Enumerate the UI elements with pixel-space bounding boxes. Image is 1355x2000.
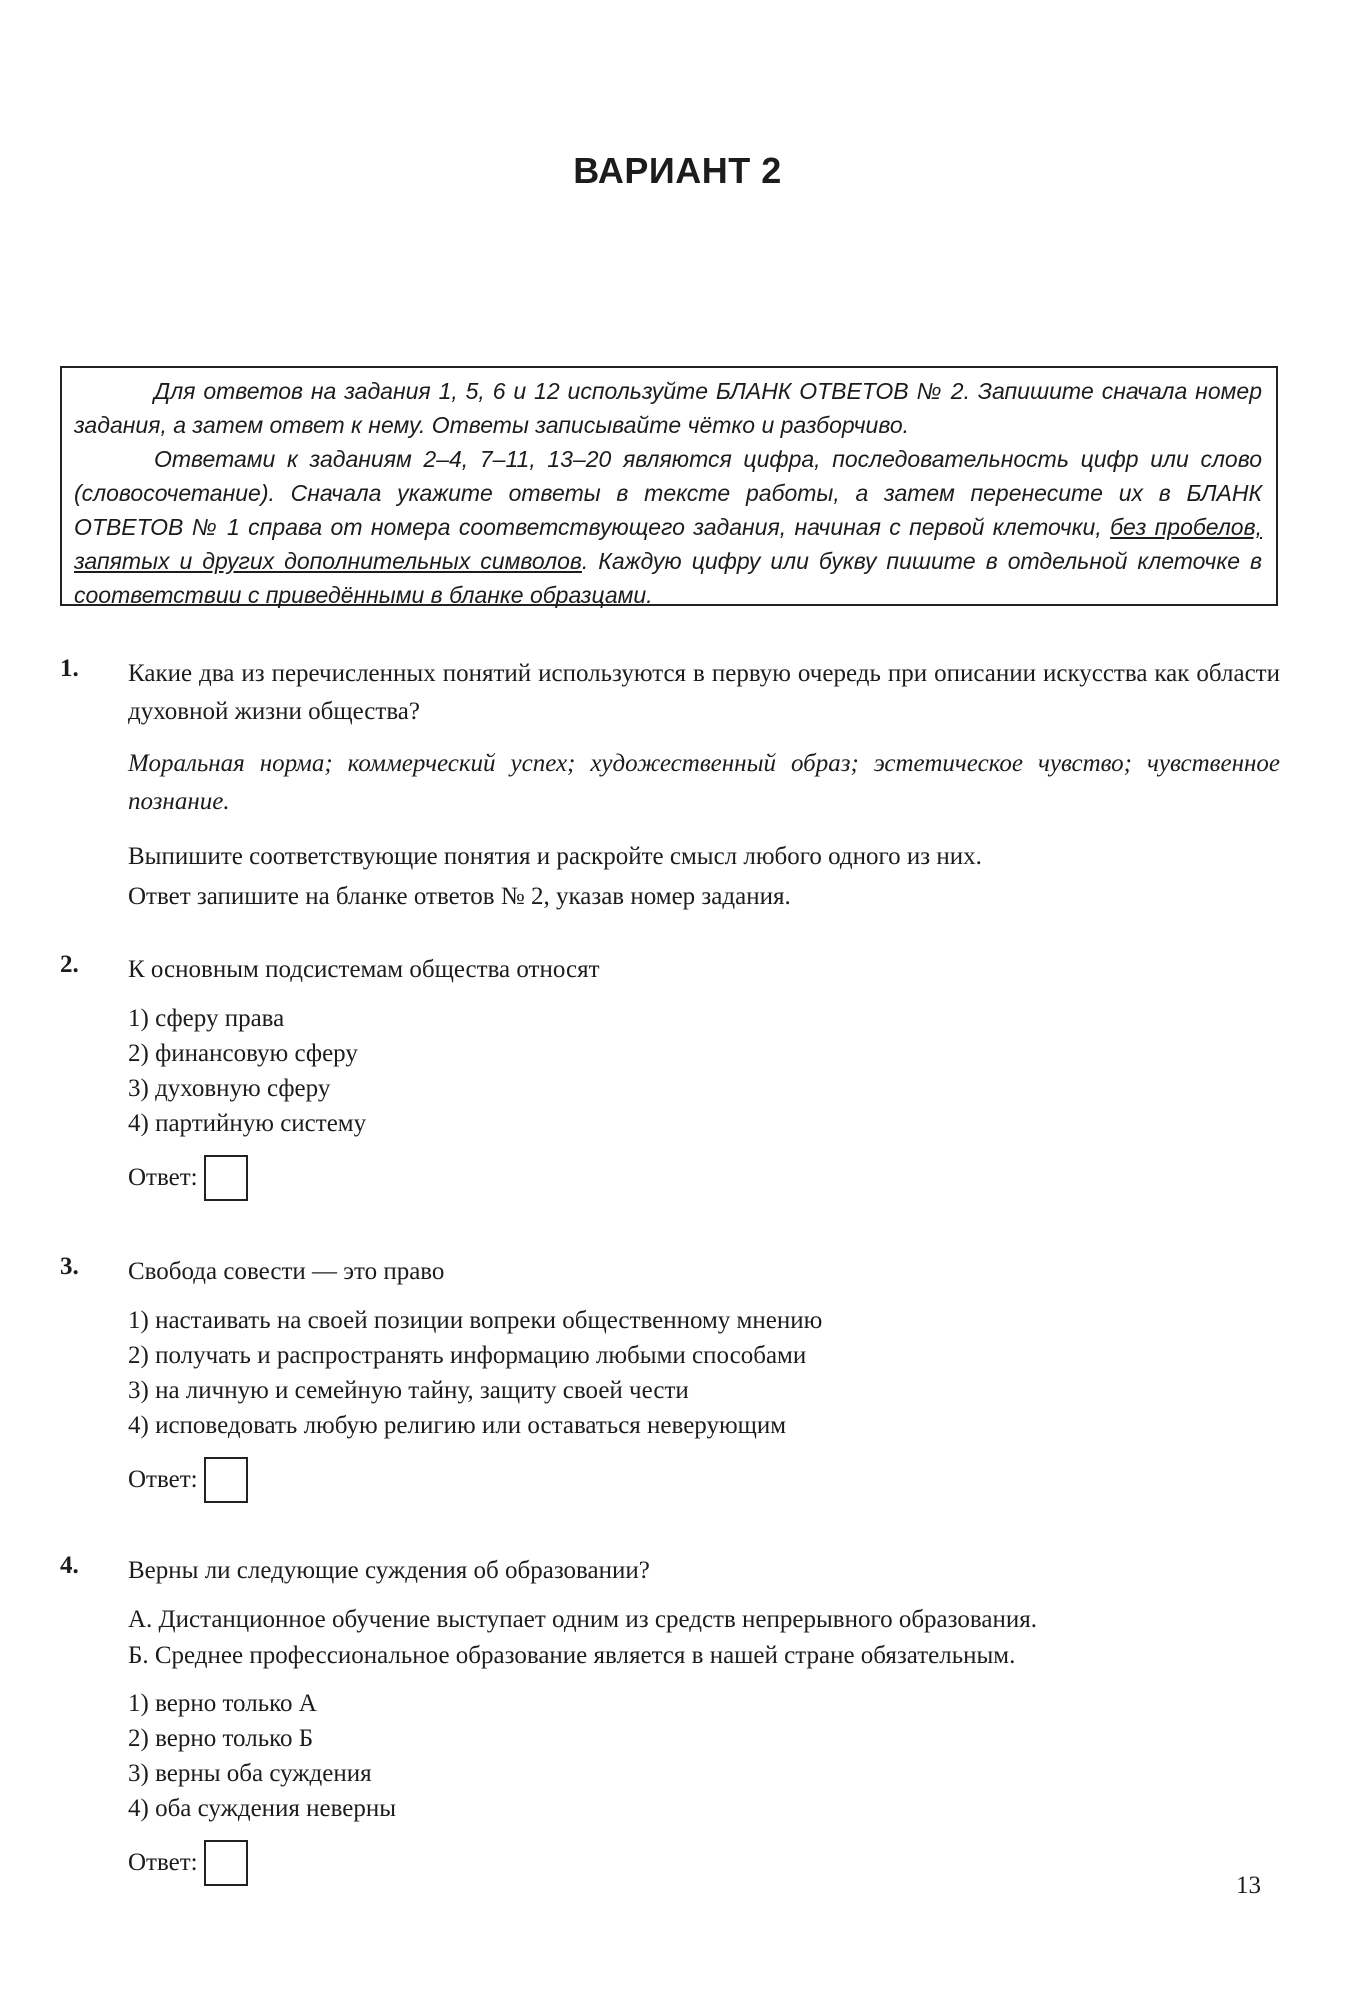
option: 4) партийную систему: [128, 1110, 367, 1137]
instructions-box: [60, 366, 1278, 606]
options-list: [128, 1686, 1280, 1826]
option: 1) сферу права: [128, 1005, 285, 1032]
option: 1) настаивать на своей позиции вопреки общественному мнению: [128, 1307, 823, 1334]
statement: А. Дистанционное обучение выступает одним из средств непрерывного образования.: [128, 1606, 1037, 1633]
option: 2) получать и распространять информацию любыми способами: [128, 1342, 807, 1369]
instructions-underlined-text: без пробелов, запятых и других дополнительных символов: [74, 514, 1262, 574]
question-text: К основным подсистемам общества относят: [128, 956, 600, 983]
question-number: 4.: [60, 1552, 79, 1579]
question-3: [60, 1253, 1280, 1505]
task-instruction: Выпишите соответствующие понятия и раскройте смысл любого одного из них.: [128, 843, 982, 870]
option: 1) верно только А: [128, 1690, 317, 1717]
statements-list: [128, 1602, 1280, 1674]
answer-row: [128, 1455, 1280, 1505]
option: 4) оба суждения неверны: [128, 1795, 397, 1822]
answer-instruction: Ответ запишите на бланке ответов № 2, указав номер задания.: [128, 883, 791, 910]
instructions-text-a: Ответами к заданиям 2–4, 7–11, 13–20 являются цифра, последовательность цифр или слово (словосочетание). Сначала укажите ответы в тексте работы, а затем перенесите их в БЛАНК ОТВЕТОВ № 1 справа от номера соответствующего задания, начиная с первой клеточки,: [74, 446, 1262, 540]
answer-box[interactable]: [204, 1840, 248, 1886]
question-2: [60, 951, 1280, 1203]
options-list: [128, 1001, 1280, 1141]
options-list: [128, 1303, 1280, 1443]
question-number: 2.: [60, 951, 79, 978]
question-number: 3.: [60, 1253, 79, 1280]
option: 4) исповедовать любую религию или оставаться неверующим: [128, 1412, 787, 1439]
option: 3) на личную и семейную тайну, защиту своей чести: [128, 1377, 689, 1404]
concepts-list: Моральная норма; коммерческий успех; художественный образ; эстетическое чувство; чувственное познание.: [128, 750, 1280, 815]
answer-label: Ответ:: [128, 1466, 198, 1493]
question-number: 1.: [60, 655, 79, 682]
option: 2) финансовую сферу: [128, 1040, 358, 1067]
question-text: Свобода совести — это право: [128, 1258, 445, 1285]
option: 2) верно только Б: [128, 1725, 314, 1752]
page-number: 13: [1236, 1872, 1261, 1899]
option: 3) духовную сферу: [128, 1075, 331, 1102]
answer-box[interactable]: [204, 1457, 248, 1503]
question-1: [60, 655, 1280, 917]
instructions-text-b: . Каждую цифру или букву пишите в отдельной клеточке в соответствии с приведёнными в бланке образцами.: [74, 548, 1262, 608]
answer-box[interactable]: [204, 1155, 248, 1201]
option: 3) верны оба суждения: [128, 1760, 372, 1787]
instructions-paragraph-1: Для ответов на задания 1, 5, 6 и 12 используйте БЛАНК ОТВЕТОВ № 2. Запишите сначала номер задания, а затем ответ к нему. Ответы записывайте чётко и разборчиво.: [74, 378, 1262, 438]
question-4: [60, 1552, 1280, 1888]
answer-row: [128, 1153, 1280, 1203]
statement: Б. Среднее профессиональное образование является в нашей стране обязательным.: [128, 1642, 1016, 1669]
instructions-paragraph-2: [74, 442, 1262, 612]
page-title: ВАРИАНТ 2: [573, 150, 782, 191]
question-text: Верны ли следующие суждения об образовании?: [128, 1557, 650, 1584]
question-text: Какие два из перечисленных понятий используются в первую очередь при описании искусства как области духовной жизни общества?: [128, 660, 1280, 725]
answer-label: Ответ:: [128, 1849, 198, 1876]
answer-row: [128, 1838, 1280, 1888]
answer-label: Ответ:: [128, 1164, 198, 1191]
